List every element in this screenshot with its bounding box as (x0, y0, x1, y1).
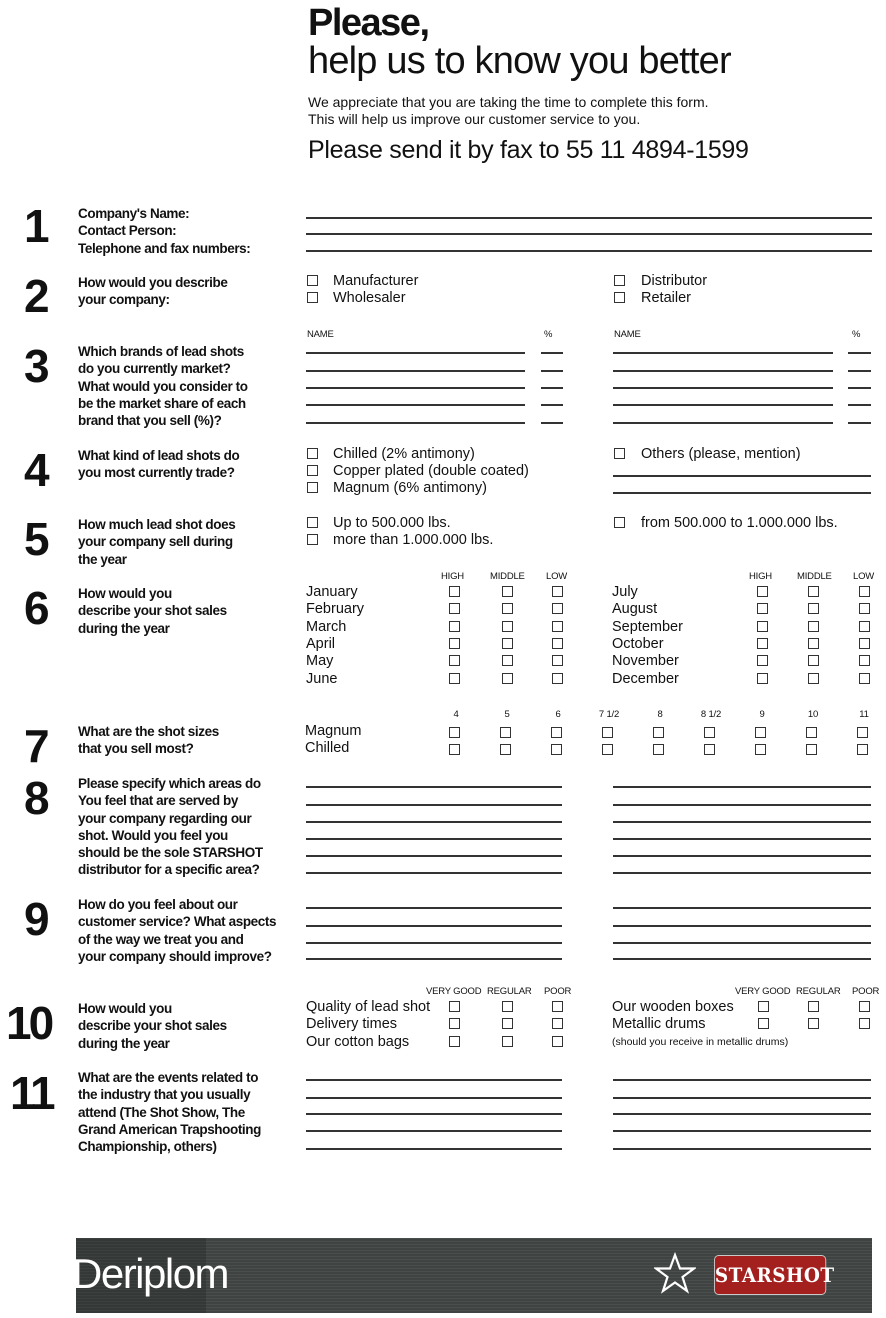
size-column-header: 5 (504, 709, 510, 720)
question-line: How do you feel about our (78, 897, 238, 912)
rating-checkbox[interactable] (449, 673, 460, 684)
service-item-label: Metallic drums (612, 1016, 706, 1033)
rating-checkbox[interactable] (757, 586, 768, 597)
question-line: How would you (78, 586, 172, 601)
rating-checkbox[interactable] (502, 655, 513, 666)
question-line: You feel that are served by (78, 793, 239, 809)
size-column-header: 6 (555, 709, 561, 720)
rating-column-header: MIDDLE (490, 571, 525, 582)
rating-checkbox[interactable] (808, 673, 819, 684)
size-checkbox[interactable] (755, 744, 766, 755)
brand-name-field[interactable] (613, 422, 833, 424)
events-answer-line[interactable] (613, 1113, 871, 1115)
brand-name-field[interactable] (306, 387, 525, 389)
question-line: your company: (78, 292, 170, 308)
rating-column-header: POOR (852, 986, 880, 997)
question-line: What kind of lead shots do (78, 448, 240, 463)
rating-checkbox[interactable] (449, 586, 460, 597)
question-text (78, 723, 219, 758)
rating-checkbox[interactable] (449, 638, 460, 649)
question-text (78, 274, 227, 309)
question-number: 1 (24, 200, 47, 252)
areas-answer-line[interactable] (306, 804, 562, 806)
size-column-header: 10 (807, 709, 819, 720)
service-answer-line[interactable] (306, 907, 562, 909)
checkbox[interactable] (614, 448, 625, 459)
size-checkbox[interactable] (857, 744, 868, 755)
service-item-label: Our wooden boxes (612, 999, 734, 1015)
size-checkbox[interactable] (500, 727, 511, 738)
question-line: describe your shot sales (78, 1018, 227, 1034)
size-checkbox[interactable] (449, 744, 460, 755)
size-column-header: 4 (453, 709, 459, 720)
size-checkbox[interactable] (755, 727, 766, 738)
brand-name-field[interactable] (306, 352, 525, 354)
question-line: How much lead shot does (78, 517, 236, 532)
phone-fax-field[interactable] (306, 250, 872, 252)
areas-answer-line[interactable] (613, 786, 871, 788)
question-line: during the year (78, 1035, 170, 1051)
question-text (78, 516, 235, 568)
rating-checkbox[interactable] (502, 1018, 513, 1029)
checkbox[interactable] (307, 482, 318, 493)
areas-answer-line[interactable] (306, 838, 562, 840)
rating-checkbox[interactable] (502, 638, 513, 649)
shot-type-label: Chilled (305, 740, 350, 756)
month-label: May (306, 653, 334, 670)
rating-checkbox[interactable] (859, 621, 870, 632)
fax-instruction: Please send it by fax to 55 11 4894-1599 (308, 136, 749, 164)
checkbox[interactable] (307, 534, 318, 545)
size-column-header: 8 1/2 (700, 709, 722, 720)
rating-column-header: VERY GOOD (426, 986, 482, 997)
others-mention-field[interactable] (613, 475, 871, 477)
question-number: 4 (24, 444, 47, 496)
month-label: September (612, 618, 683, 635)
rating-checkbox[interactable] (449, 603, 460, 614)
service-item-label: Our cotton bags (306, 1033, 410, 1050)
rating-checkbox[interactable] (552, 1001, 563, 1012)
option-label: Magnum (6% antimony) (333, 480, 487, 496)
label-contact-person: Contact Person: (78, 223, 177, 239)
size-checkbox[interactable] (602, 727, 613, 738)
brand-share-field[interactable] (541, 404, 563, 406)
month-label: August (612, 601, 658, 618)
rating-checkbox[interactable] (552, 655, 563, 666)
option-label: Retailer (641, 290, 691, 306)
option-label: Wholesaler (333, 290, 406, 306)
rating-checkbox[interactable] (808, 621, 819, 632)
question-line: How would you (78, 1001, 172, 1016)
question-line: distributor for a specific area? (78, 862, 260, 878)
question-number: 6 (24, 582, 47, 634)
question-number: 7 (24, 720, 47, 772)
size-checkbox[interactable] (806, 727, 817, 738)
brand-share-field[interactable] (848, 352, 871, 354)
question-text (78, 896, 276, 965)
name-column-header: NAME (307, 329, 334, 340)
rating-checkbox[interactable] (758, 1018, 769, 1029)
question-text (78, 1069, 261, 1155)
question-line: brand that you sell (%)? (78, 413, 222, 429)
question-line: Please specify which areas do (78, 776, 261, 791)
rating-checkbox[interactable] (808, 638, 819, 649)
rating-checkbox[interactable] (552, 1018, 563, 1029)
option-label: Distributor (641, 273, 708, 289)
service-item-label: Quality of lead shot (306, 999, 431, 1015)
rating-checkbox[interactable] (859, 1001, 870, 1012)
question-line: that you sell most? (78, 741, 194, 757)
service-answer-line[interactable] (306, 958, 562, 960)
size-column-header: 7 1/2 (598, 709, 620, 720)
question-line: customer service? What aspects (78, 914, 277, 930)
rating-checkbox[interactable] (552, 638, 563, 649)
name-column-header: NAME (614, 329, 641, 340)
size-checkbox[interactable] (602, 744, 613, 755)
question-line: you most currently trade? (78, 465, 235, 481)
question-number: 5 (24, 513, 47, 565)
question-line: shot. Would you feel you (78, 827, 228, 843)
intro-line: This will help us improve our customer service to you. (308, 111, 641, 127)
intro-text (308, 94, 709, 128)
contact-person-field[interactable] (306, 233, 872, 235)
question-number: 2 (24, 270, 47, 322)
events-answer-line[interactable] (306, 1113, 562, 1115)
size-checkbox[interactable] (500, 744, 511, 755)
rating-checkbox[interactable] (502, 673, 513, 684)
brand-name-field[interactable] (613, 352, 833, 354)
percent-column-header: % (852, 329, 861, 340)
rating-checkbox[interactable] (449, 1001, 460, 1012)
month-label: October (612, 635, 664, 652)
service-answer-line[interactable] (306, 925, 562, 927)
size-checkbox[interactable] (653, 727, 664, 738)
star-icon (654, 1252, 696, 1294)
metallic-drums-note: (should you receive in metallic drums) (612, 1036, 789, 1048)
brand-name-field[interactable] (306, 404, 525, 406)
size-column-header: 9 (759, 709, 765, 720)
rating-checkbox[interactable] (859, 603, 870, 614)
rating-checkbox[interactable] (808, 586, 819, 597)
brand-share-field[interactable] (541, 387, 563, 389)
brand-share-field[interactable] (848, 387, 871, 389)
rating-checkbox[interactable] (449, 655, 460, 666)
events-answer-line[interactable] (613, 1097, 871, 1099)
month-label: March (306, 618, 347, 635)
rating-checkbox[interactable] (449, 621, 460, 632)
rating-column-header: POOR (544, 986, 572, 997)
option-label: Chilled (2% antimony) (333, 446, 475, 462)
checkbox[interactable] (307, 517, 318, 528)
shot-type-label: Magnum (305, 723, 362, 739)
question-line: be the market share of each (78, 395, 246, 411)
option-label: more than 1.000.000 lbs. (333, 532, 494, 548)
question-line: during the year (78, 620, 170, 636)
rating-checkbox[interactable] (757, 638, 768, 649)
question-line: What are the shot sizes (78, 724, 219, 739)
brand-name-field[interactable] (613, 387, 833, 389)
option-label: Copper plated (double coated) (333, 463, 529, 479)
events-answer-line[interactable] (306, 1079, 562, 1081)
rating-checkbox[interactable] (808, 655, 819, 666)
brand-name-field[interactable] (306, 422, 525, 424)
areas-answer-line[interactable] (613, 855, 871, 857)
question-line: should be the sole STARSHOT (78, 845, 263, 861)
deriplom-logo: Deriplom (72, 1250, 229, 1297)
rating-checkbox[interactable] (859, 655, 870, 666)
areas-answer-line[interactable] (306, 821, 562, 823)
checkbox[interactable] (307, 292, 318, 303)
question-line: What would you consider to (78, 378, 248, 394)
rating-column-header: REGULAR (796, 986, 841, 997)
rating-checkbox[interactable] (758, 1001, 769, 1012)
size-checkbox[interactable] (653, 744, 664, 755)
rating-column-header: VERY GOOD (735, 986, 791, 997)
header-title: help us to know you better (308, 40, 731, 82)
intro-line: We appreciate that you are taking the time to complete this form. (308, 94, 709, 110)
question-number: 10 (6, 997, 52, 1049)
question-line: the industry that you usually (78, 1087, 251, 1103)
size-checkbox[interactable] (806, 744, 817, 755)
question-number: 11 (10, 1067, 53, 1119)
rating-column-header: HIGH (749, 571, 772, 582)
rating-checkbox[interactable] (552, 586, 563, 597)
question-line: the year (78, 551, 127, 567)
brand-share-field[interactable] (541, 370, 563, 372)
rating-checkbox[interactable] (859, 673, 870, 684)
brand-share-field[interactable] (541, 352, 563, 354)
areas-answer-line[interactable] (613, 838, 871, 840)
question-text (78, 1000, 227, 1052)
rating-checkbox[interactable] (552, 673, 563, 684)
month-label: July (612, 584, 638, 600)
checkbox[interactable] (307, 275, 318, 286)
size-column-header: 8 (657, 709, 663, 720)
rating-checkbox[interactable] (808, 1018, 819, 1029)
question-text (78, 343, 248, 429)
rating-checkbox[interactable] (502, 586, 513, 597)
others-mention-field[interactable] (613, 492, 871, 494)
brand-share-field[interactable] (848, 422, 871, 424)
rating-checkbox[interactable] (552, 1036, 563, 1047)
service-item-label: Delivery times (306, 1016, 398, 1033)
events-answer-line[interactable] (613, 1079, 871, 1081)
brand-share-field[interactable] (541, 422, 563, 424)
checkbox[interactable] (614, 292, 625, 303)
question-line: your company regarding our (78, 810, 252, 826)
size-checkbox[interactable] (551, 744, 562, 755)
rating-checkbox[interactable] (552, 603, 563, 614)
checkbox[interactable] (307, 465, 318, 476)
question-line: How would you describe (78, 275, 228, 290)
events-answer-line[interactable] (613, 1130, 871, 1132)
size-checkbox[interactable] (704, 727, 715, 738)
month-label: November (612, 653, 679, 670)
checkbox[interactable] (614, 517, 625, 528)
brand-name-field[interactable] (613, 404, 833, 406)
question-line: your company should improve? (78, 948, 272, 964)
rating-checkbox[interactable] (449, 1036, 460, 1047)
rating-checkbox[interactable] (449, 1018, 460, 1029)
service-answer-line[interactable] (306, 942, 562, 944)
question-line: your company sell during (78, 534, 233, 550)
rating-column-header: HIGH (441, 571, 464, 582)
size-checkbox[interactable] (551, 727, 562, 738)
size-checkbox[interactable] (857, 727, 868, 738)
events-answer-line[interactable] (306, 1148, 562, 1150)
service-answer-line[interactable] (613, 925, 871, 927)
month-label: February (306, 601, 365, 618)
service-answer-line[interactable] (613, 907, 871, 909)
question-number: 3 (24, 340, 47, 392)
size-checkbox[interactable] (704, 744, 715, 755)
label-company-name: Company's Name: (78, 206, 190, 221)
month-label: December (612, 670, 679, 687)
question-text (78, 585, 227, 637)
rating-column-header: LOW (853, 571, 875, 582)
label-phone-fax: Telephone and fax numbers: (78, 240, 251, 256)
rating-checkbox[interactable] (757, 603, 768, 614)
rating-checkbox[interactable] (502, 621, 513, 632)
rating-checkbox[interactable] (757, 673, 768, 684)
rating-checkbox[interactable] (502, 603, 513, 614)
size-column-header: 11 (859, 709, 869, 720)
areas-answer-line[interactable] (306, 855, 562, 857)
checkbox[interactable] (614, 275, 625, 286)
question-line: What are the events related to (78, 1070, 259, 1085)
areas-answer-line[interactable] (613, 821, 871, 823)
question-number: 9 (24, 893, 47, 945)
question-line: attend (The Shot Show, The (78, 1104, 245, 1120)
option-label: from 500.000 to 1.000.000 lbs. (641, 515, 838, 531)
rating-checkbox[interactable] (808, 603, 819, 614)
question-line: Which brands of lead shots (78, 344, 244, 359)
rating-checkbox[interactable] (502, 1001, 513, 1012)
rating-checkbox[interactable] (859, 638, 870, 649)
rating-column-header: LOW (546, 571, 568, 582)
question-text (78, 447, 239, 482)
rating-checkbox[interactable] (502, 1036, 513, 1047)
events-answer-line[interactable] (613, 1148, 871, 1150)
header-title-bold: Please, (308, 2, 429, 44)
rating-column-header: REGULAR (487, 986, 532, 997)
brand-name-field[interactable] (613, 370, 833, 372)
areas-answer-line[interactable] (306, 786, 562, 788)
service-answer-line[interactable] (613, 942, 871, 944)
service-answer-line[interactable] (613, 958, 871, 960)
option-label: Up to 500.000 lbs. (333, 515, 451, 531)
events-answer-line[interactable] (306, 1097, 562, 1099)
brand-share-field[interactable] (848, 370, 871, 372)
areas-answer-line[interactable] (613, 804, 871, 806)
option-label: Manufacturer (333, 273, 419, 289)
percent-column-header: % (544, 329, 553, 340)
size-checkbox[interactable] (449, 727, 460, 738)
rating-checkbox[interactable] (552, 621, 563, 632)
rating-checkbox[interactable] (859, 1018, 870, 1029)
rating-checkbox[interactable] (808, 1001, 819, 1012)
areas-answer-line[interactable] (613, 872, 871, 874)
rating-checkbox[interactable] (859, 586, 870, 597)
question-line: describe your shot sales (78, 603, 227, 619)
checkbox[interactable] (307, 448, 318, 459)
question-line: Championship, others) (78, 1139, 217, 1155)
month-label: April (306, 635, 336, 652)
brand-name-field[interactable] (306, 370, 525, 372)
brand-share-field[interactable] (848, 404, 871, 406)
month-label: January (306, 584, 358, 600)
question-line: do you currently market? (78, 361, 231, 377)
question-number: 8 (24, 772, 47, 824)
question-line: Grand American Trapshooting (78, 1121, 261, 1137)
rating-column-header: MIDDLE (797, 571, 832, 582)
month-label: June (306, 670, 338, 687)
question-line: of the way we treat you and (78, 931, 244, 947)
rating-checkbox[interactable] (757, 621, 768, 632)
footer-band (72, 1238, 872, 1313)
rating-checkbox[interactable] (757, 655, 768, 666)
question-text (78, 205, 250, 257)
events-answer-line[interactable] (306, 1130, 562, 1132)
areas-answer-line[interactable] (306, 872, 562, 874)
question-text (78, 775, 263, 879)
company-name-field[interactable] (306, 217, 872, 219)
starshot-logo: STARSHOT (714, 1255, 826, 1295)
option-label: Others (please, mention) (641, 446, 801, 462)
